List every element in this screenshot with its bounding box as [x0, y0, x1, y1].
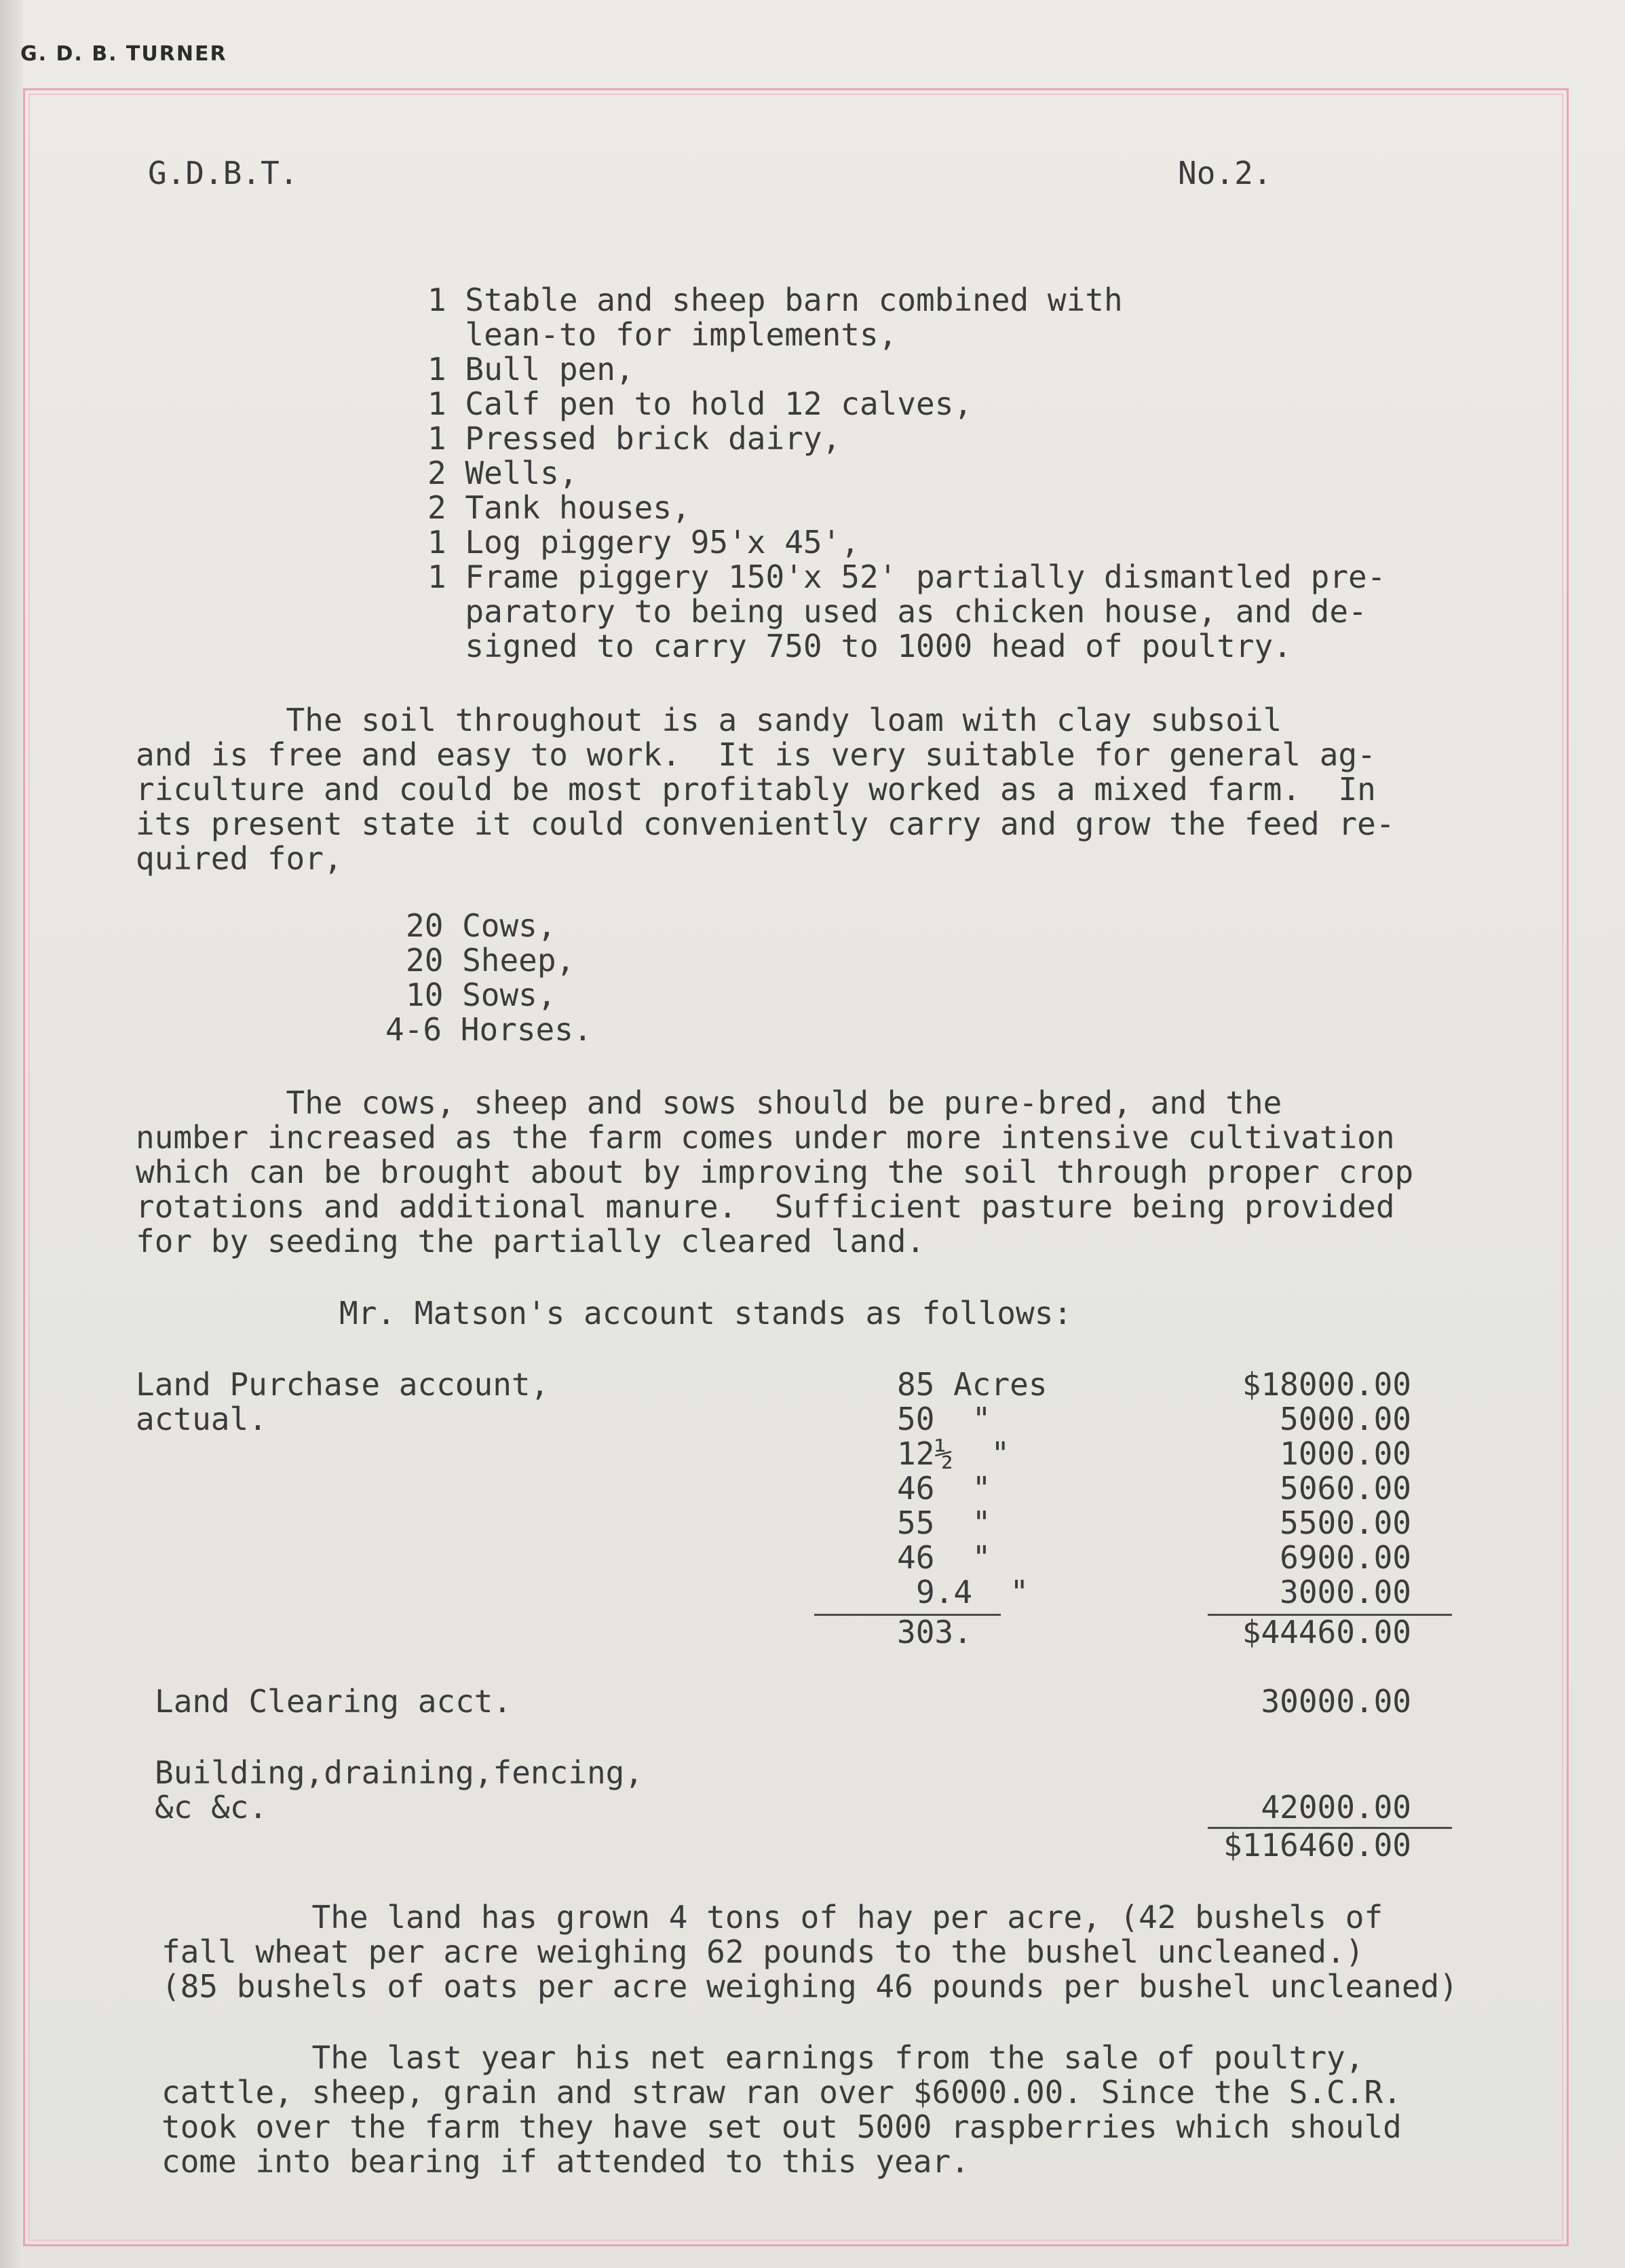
amount-total: $44460.00	[1242, 1614, 1411, 1650]
acres-cell: 12½ "	[897, 1435, 1010, 1472]
amount-cell: 3000.00	[1280, 1574, 1411, 1610]
livestock-item: 4-6 Horses.	[385, 1011, 592, 1048]
acres-cell: 46 "	[897, 1470, 991, 1507]
amount-cell: 1000.00	[1280, 1435, 1411, 1472]
building-line: lean-to for implements,	[427, 316, 898, 353]
land-clearing-amount: 30000.00	[1261, 1683, 1411, 1720]
livestock-item: 20 Sheep,	[406, 942, 575, 979]
paragraph-line: took over the farm they have set out 5000 raspberries which should	[161, 2109, 1402, 2145]
building-line: signed to carry 750 to 1000 head of poultry.	[427, 628, 1292, 664]
paragraph-line: fall wheat per acre weighing 62 pounds to the bushel uncleaned.)	[161, 1933, 1364, 1970]
grand-total: $116460.00	[1223, 1827, 1411, 1864]
building-line: paratory to being used as chicken house, and de-	[427, 593, 1367, 630]
amount-cell: $18000.00	[1242, 1366, 1411, 1403]
building-line: 1 Stable and sheep barn combined with	[427, 282, 1123, 318]
building-line: 2 Wells,	[427, 455, 578, 491]
paragraph-line: The soil throughout is a sandy loam with clay subsoil	[136, 702, 1282, 738]
letterhead: G. D. B. TURNER	[20, 42, 227, 66]
paragraph-line: rotations and additional manure. Sufficient pasture being provided	[136, 1188, 1395, 1225]
header-initials: G.D.B.T.	[148, 155, 299, 191]
building-line: 1 Log piggery 95'x 45',	[427, 524, 860, 561]
paragraph-line: its present state it could conveniently carry and grow the feed re-	[136, 806, 1395, 842]
building-line: 1 Bull pen,	[427, 351, 634, 388]
land-clearing-label: Land Clearing acct.	[155, 1683, 512, 1720]
paragraph-line: riculture and could be most profitably worked as a mixed farm. In	[136, 771, 1376, 808]
paragraph-line: The land has grown 4 tons of hay per acre, (42 bushels of	[161, 1899, 1383, 1935]
paragraph-line: number increased as the farm comes under more intensive cultivation	[136, 1119, 1395, 1156]
account-intro: Mr. Matson's account stands as follows:	[339, 1295, 1073, 1331]
paragraph-line: for by seeding the partially cleared land.	[136, 1223, 925, 1260]
paragraph-line: The last year his net earnings from the sale of poultry,	[161, 2039, 1364, 2076]
amount-cell: 5060.00	[1280, 1470, 1411, 1507]
livestock-item: 10 Sows,	[406, 977, 556, 1013]
amount-cell: 5000.00	[1280, 1401, 1411, 1437]
acres-cell: 9.4 "	[916, 1574, 1029, 1610]
paragraph-line: (85 bushels of oats per acre weighing 46 pounds per bushel uncleaned)	[161, 1968, 1458, 2005]
building-amount: 42000.00	[1261, 1789, 1411, 1826]
paragraph-line: quired for,	[136, 840, 343, 877]
building-line: 1 Pressed brick dairy,	[427, 420, 841, 457]
building-label: &c &c.	[155, 1789, 268, 1826]
acres-cell: 46 "	[897, 1539, 991, 1576]
building-line: 2 Tank houses,	[427, 489, 691, 526]
amount-cell: 5500.00	[1280, 1505, 1411, 1541]
acres-cell: 55 "	[897, 1505, 991, 1541]
acres-cell: 50 "	[897, 1401, 991, 1437]
livestock-item: 20 Cows,	[406, 907, 556, 944]
paragraph-line: come into bearing if attended to this year.	[161, 2143, 970, 2180]
binding-edge	[0, 0, 23, 2268]
page-number: No.2.	[1178, 155, 1272, 191]
paragraph-line: and is free and easy to work. It is very suitable for general ag-	[136, 736, 1376, 773]
land-purchase-label: Land Purchase account,	[136, 1366, 550, 1403]
paragraph-line: The cows, sheep and sows should be pure-bred, and the	[136, 1084, 1282, 1121]
acres-cell: 85 Acres	[897, 1366, 1048, 1403]
building-label: Building,draining,fencing,	[155, 1754, 644, 1791]
amount-cell: 6900.00	[1280, 1539, 1411, 1576]
building-line: 1 Frame piggery 150'x 52' partially dismantled pre-	[427, 559, 1386, 595]
paragraph-line: cattle, sheep, grain and straw ran over $6000.00. Since the S.C.R.	[161, 2074, 1402, 2111]
acres-total: 303.	[897, 1614, 972, 1650]
land-purchase-label: actual.	[136, 1401, 267, 1437]
paragraph-line: which can be brought about by improving the soil through proper crop	[136, 1154, 1414, 1190]
building-line: 1 Calf pen to hold 12 calves,	[427, 385, 973, 422]
